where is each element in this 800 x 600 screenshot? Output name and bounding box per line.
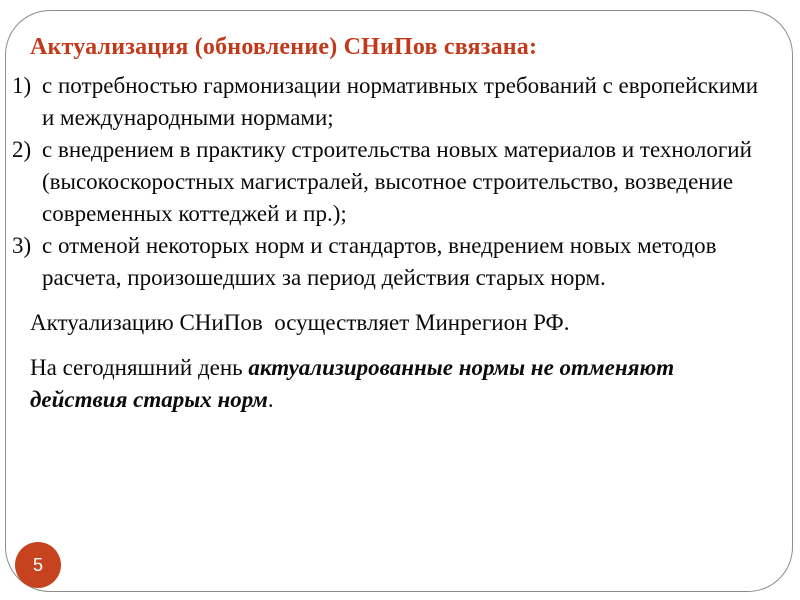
page-number: 5 xyxy=(32,555,43,575)
list-marker: 2) xyxy=(12,137,32,162)
list-marker: 1) xyxy=(12,73,32,98)
paragraph-note xyxy=(30,352,772,416)
list-item xyxy=(12,70,772,134)
numbered-list xyxy=(12,70,772,294)
list-item xyxy=(12,134,772,230)
slide-title: Актуализация (обновление) СНиПов связана: xyxy=(30,34,538,60)
slide-content xyxy=(12,32,772,416)
list-item-text: с отменой некоторых норм и стандартов, внедрением новых методов расчета, произошедших за период действия старых норм. xyxy=(42,233,717,290)
list-marker: 3) xyxy=(12,233,32,258)
list-item xyxy=(12,230,772,294)
paragraph-note-suffix: . xyxy=(267,387,274,412)
paragraph-note-emphasis: актуализированные нормы не отменяют действия старых норм xyxy=(30,355,680,412)
list-item-text: с потребностью гармонизации нормативных требований с европейскими и международными нормами; xyxy=(42,73,758,130)
paragraph-note-prefix: На сегодняшний день xyxy=(30,355,249,380)
paragraph-ministry: Актуализацию СНиПов осуществляет Минрегион РФ. xyxy=(30,310,570,335)
list-item-text: с внедрением в практику строительства новых материалов и технологий (высокоскоростных магистралей, высотное строительство, возведение современных коттеджей и пр.); xyxy=(42,137,752,226)
page-number-badge xyxy=(15,542,61,588)
